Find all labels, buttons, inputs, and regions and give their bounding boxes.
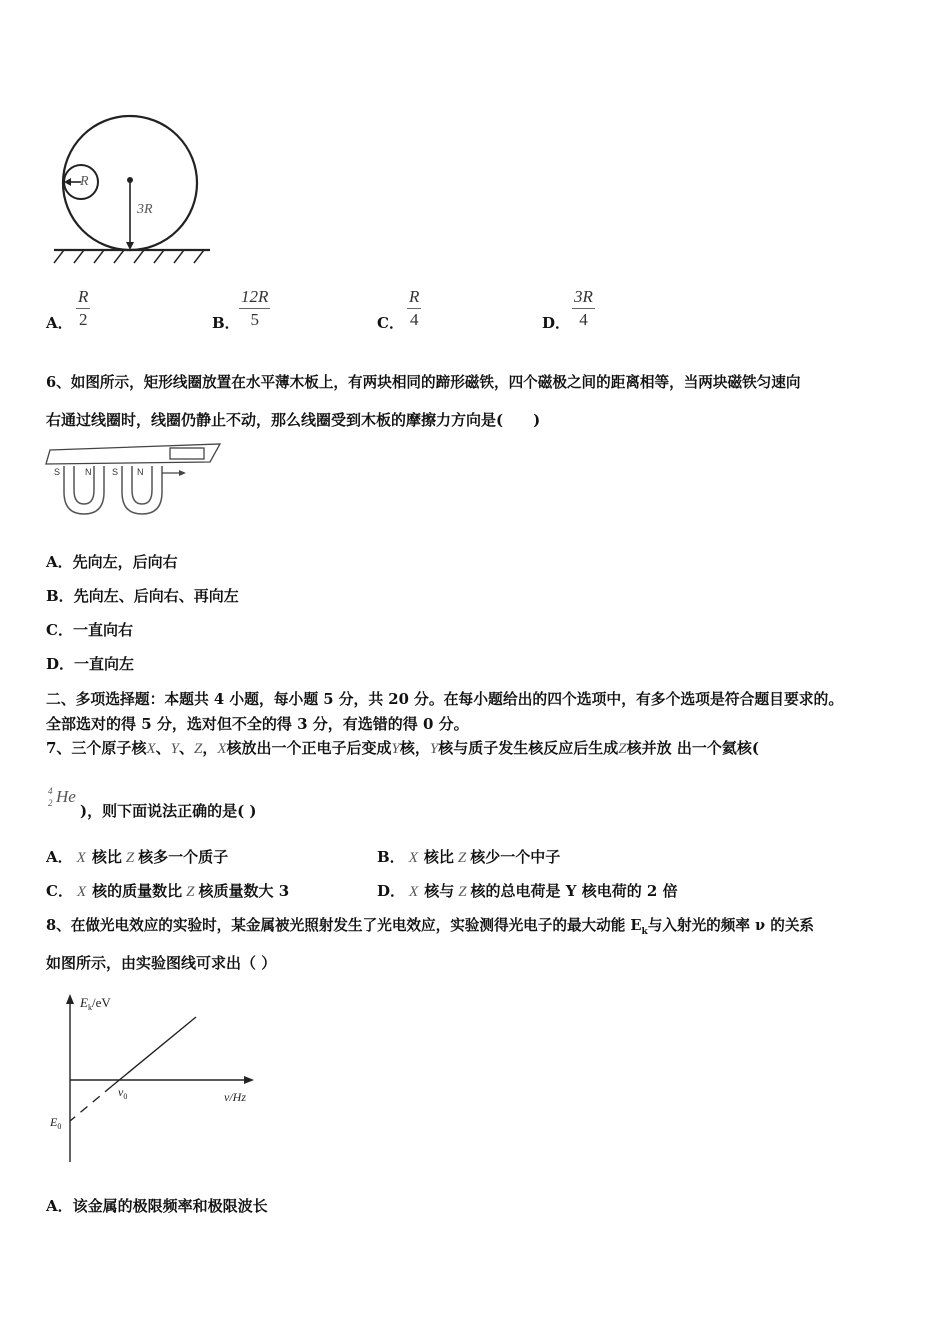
q5-option-a-denominator: 2 xyxy=(78,310,88,329)
q5-option-b-denominator: 5 xyxy=(250,310,259,329)
ek-nu-line xyxy=(112,1017,196,1086)
q5-option-a-label[interactable]: A． xyxy=(46,314,73,332)
q5-option-b-numerator: 12R xyxy=(239,287,270,309)
horseshoe-magnet-1-outer xyxy=(64,466,104,514)
small-radius-label: R xyxy=(80,174,89,189)
q5-option-d-fraction[interactable] xyxy=(572,287,595,330)
q8-option-a-label: A． xyxy=(46,1197,73,1215)
q6-option-a-label: A． xyxy=(46,553,73,571)
q5-option-c-numerator: R xyxy=(407,287,421,309)
q7-option-a-symbol-2: Z xyxy=(125,850,135,866)
q7-text-2: 核放出一个正电子后变成 xyxy=(226,739,392,757)
y-axis-arrow-icon xyxy=(66,994,74,1004)
q7-option-b-label: B． xyxy=(377,848,405,866)
q7-stem-line1 xyxy=(46,737,759,758)
q7-sep-1: 、 xyxy=(155,739,171,757)
q7-sep-3: ， xyxy=(202,739,218,757)
q7-option-c-label: C． xyxy=(46,882,73,900)
y-axis-label-unit: /eV xyxy=(91,995,111,1010)
q6-option-c[interactable] xyxy=(46,619,133,640)
q7-text-3: 核， xyxy=(399,739,430,757)
pole-label-4: N xyxy=(137,467,144,477)
helium-charge-number: 2 xyxy=(48,798,53,808)
q8-text-1: 8、在做光电效应的实验时，某金属被光照射发生了光电效应，实验测得光电子的最大动能 E xyxy=(46,917,642,934)
motion-arrow-icon xyxy=(179,470,186,476)
q5-option-b-label[interactable]: B． xyxy=(212,314,240,332)
nu0-label-nu: ν xyxy=(118,1085,124,1099)
q6-option-a[interactable] xyxy=(46,551,178,572)
nu0-label xyxy=(118,1085,127,1101)
q7-option-b-text-2: 核少一个中子 xyxy=(470,848,561,866)
q7-text-1: 7、三个原子核 xyxy=(46,739,147,757)
q8-ek-subscript: k xyxy=(641,926,648,937)
q7-option-a-label: A． xyxy=(46,848,73,866)
big-radius-label: 3R xyxy=(137,202,153,217)
q8-stem-line1 xyxy=(46,914,814,937)
q6-option-b-text: 先向左、后向右、再向左 xyxy=(73,587,239,605)
ek-nu-extrapolation xyxy=(70,1086,112,1121)
nu0-label-sub: 0 xyxy=(123,1092,128,1101)
q7-option-c[interactable] xyxy=(46,880,289,901)
section2-header-line2: 全部选对的得 5 分，选对但不全的得 3 分，有选错的得 0 分。 xyxy=(46,715,469,733)
q7-y-symbol-2: Y xyxy=(391,741,400,757)
q7-z-symbol-2: Z xyxy=(618,741,627,757)
e0-label-e: E xyxy=(50,1115,58,1129)
q6-option-d-label: D． xyxy=(46,655,75,673)
wooden-board xyxy=(46,444,220,464)
q7-option-d-text-1: 核与 xyxy=(424,882,455,900)
q5-option-c-fraction[interactable] xyxy=(407,287,421,330)
q6-option-d-text: 一直向左 xyxy=(74,655,135,673)
q7-option-a-text-1: 核比 xyxy=(91,848,122,866)
q6-option-c-text: 一直向右 xyxy=(72,621,133,639)
q7-option-b[interactable] xyxy=(377,846,560,867)
y-axis-label-k: k xyxy=(87,1003,92,1012)
q7-option-d-symbol-1: X xyxy=(409,884,419,900)
q7-option-d-text-2: 核的总电荷是 Y 核电荷的 2 倍 xyxy=(470,882,678,900)
q8-text-2: 与入射光的频率 ν 的关系 xyxy=(647,917,815,934)
helium-symbol: He xyxy=(56,787,76,806)
e0-label-sub: 0 xyxy=(57,1122,62,1131)
x-axis-arrow-icon xyxy=(244,1076,254,1084)
magnets-figure xyxy=(44,440,226,518)
q7-option-d-symbol-2: Z xyxy=(458,884,467,900)
q7-sep-2: 、 xyxy=(178,739,194,757)
q8-stem-line2: 如图所示，由实验图线可求出（ ） xyxy=(46,954,277,972)
q8-option-a-text: 该金属的极限频率和极限波长 xyxy=(72,1197,268,1215)
q8-option-a[interactable] xyxy=(46,1195,268,1216)
q7-z-symbol: Z xyxy=(194,741,203,757)
q7-option-b-symbol-2: Z xyxy=(457,850,467,866)
big-radius-arrow xyxy=(126,242,134,250)
q7-option-d-label: D． xyxy=(377,882,406,900)
helium-mass-number: 4 xyxy=(48,786,53,796)
q5-option-c-label[interactable]: C． xyxy=(377,314,404,332)
q7-y-symbol-3: Y xyxy=(429,741,439,757)
q7-option-c-text-1: 核的质量数比 xyxy=(92,882,183,900)
q6-option-b-label: B． xyxy=(46,587,74,605)
circle-figure xyxy=(40,108,220,268)
q7-text-4: 核与质子发生核反应后生成 xyxy=(438,739,619,757)
y-axis-label-e: E xyxy=(80,995,88,1010)
q5-option-a-numerator: R xyxy=(76,287,90,309)
q7-stem-line2: )，则下面说法正确的是( ) xyxy=(80,802,257,820)
pole-label-2: N xyxy=(85,467,92,477)
q7-option-c-symbol-1: X xyxy=(76,884,87,900)
q5-option-d-denominator: 4 xyxy=(579,310,588,329)
q7-option-d[interactable] xyxy=(377,880,678,901)
e0-label xyxy=(49,1115,61,1131)
q7-option-b-text-1: 核比 xyxy=(423,848,454,866)
q7-option-b-symbol-1: X xyxy=(408,850,418,866)
q7-x-symbol: X xyxy=(146,741,156,757)
q7-x-symbol-2: X xyxy=(217,741,227,757)
q7-text-5: 核并放 出一个氦核( xyxy=(626,739,759,757)
q7-option-a-text-2: 核多一个质子 xyxy=(138,848,229,866)
pole-label-1: S xyxy=(54,467,61,477)
q6-stem-line2: 右通过线圈时，线圈仍静止不动，那么线圈受到木板的摩擦力方向是( ) xyxy=(46,411,541,429)
q7-y-symbol: Y xyxy=(170,741,179,757)
ground-hatching xyxy=(54,250,204,263)
q6-stem-line1: 6、如图所示，矩形线圈放置在水平薄木板上，有两块相同的蹄形磁铁，四个磁极之间的距离相等，当两块磁铁匀速向 xyxy=(46,374,801,391)
x-axis-label: ν/Hz xyxy=(224,1090,246,1104)
q5-option-d-label[interactable]: D． xyxy=(542,314,571,332)
q5-option-c-denominator: 4 xyxy=(409,310,419,329)
q6-option-c-label: C． xyxy=(46,621,73,639)
q7-option-a[interactable] xyxy=(46,846,228,867)
y-axis-label xyxy=(79,995,111,1012)
q6-option-d[interactable] xyxy=(46,653,134,674)
q7-option-a-symbol-1: X xyxy=(76,850,86,866)
q7-option-c-symbol-2: Z xyxy=(186,884,195,900)
q5-option-d-numerator: 3R xyxy=(572,287,595,309)
q7-option-c-text-2: 核质量数大 3 xyxy=(198,882,290,900)
q6-option-a-text: 先向左，后向右 xyxy=(72,553,178,571)
section2-header-line1: 二、多项选择题：本题共 4 小题，每小题 5 分，共 20 分。在每小题给出的四个选项中，有多个选项是符合题目要求的。 xyxy=(46,691,844,708)
q5-option-b-fraction[interactable] xyxy=(239,287,270,330)
photoelectric-graph xyxy=(44,990,274,1168)
q6-option-b[interactable] xyxy=(46,585,239,606)
q5-option-a-fraction[interactable] xyxy=(76,287,90,330)
pole-label-3: S xyxy=(112,467,119,477)
